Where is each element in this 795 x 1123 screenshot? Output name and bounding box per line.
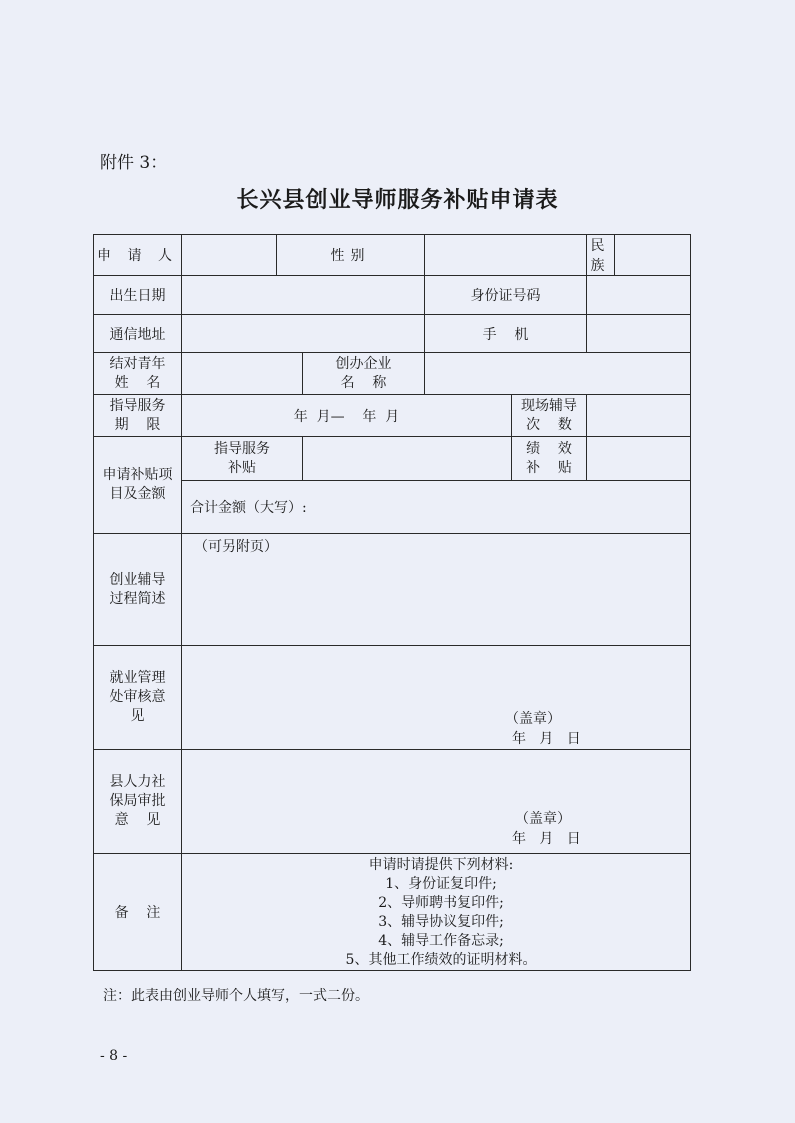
- address-field[interactable]: [182, 315, 425, 353]
- period-field[interactable]: 年 月— 年 月: [182, 395, 512, 437]
- id-number-field[interactable]: [587, 276, 691, 315]
- remarks-label: 备 注: [94, 854, 182, 971]
- visits-field[interactable]: [587, 395, 691, 437]
- service-subsidy-field[interactable]: [303, 437, 512, 481]
- approval-field[interactable]: [182, 750, 691, 854]
- review-label: 就业管理 处审核意 见: [94, 646, 182, 750]
- attachment-label: 附件 3：: [100, 153, 168, 173]
- id-number-label: 身份证号码: [425, 276, 587, 315]
- performance-subsidy-label: 绩 效 补 贴: [512, 437, 587, 481]
- performance-subsidy-field[interactable]: [587, 437, 691, 481]
- ethnicity-label: 民族: [587, 235, 615, 276]
- applicant-field[interactable]: [182, 235, 277, 276]
- subsidy-label: 申请补贴项 目及金额: [94, 437, 182, 534]
- service-subsidy-label: 指导服务 补贴: [182, 437, 303, 481]
- address-label: 通信地址: [94, 315, 182, 353]
- approval-label: 县人力社 保局审批 意 见: [94, 750, 182, 854]
- gender-field[interactable]: [425, 235, 587, 276]
- startup-field[interactable]: [425, 353, 691, 395]
- approval-seal: （盖章）: [515, 811, 571, 827]
- visits-label: 现场辅导 次 数: [512, 395, 587, 437]
- approval-date: 年 月 日: [512, 831, 581, 847]
- period-label: 指导服务 期 限: [94, 395, 182, 437]
- ethnicity-field[interactable]: [615, 235, 691, 276]
- process-field[interactable]: [182, 534, 691, 646]
- footer-note: 注：此表由创业导师个人填写，一式二份。: [103, 988, 369, 1004]
- mobile-field[interactable]: [587, 315, 691, 353]
- paired-youth-field[interactable]: [182, 353, 303, 395]
- review-date: 年 月 日: [512, 731, 581, 747]
- applicant-label: 申 请 人: [94, 235, 182, 276]
- materials-list: 申请时请提供下列材料: 1、身份证复印件; 2、导师聘书复印件; 3、辅导协议复印件; 4、辅导工作备忘录; 5、其他工作绩效的证明材料。: [182, 854, 691, 971]
- review-field[interactable]: [182, 646, 691, 750]
- startup-label: 创办企业 名 称: [303, 353, 425, 395]
- page-number: - 8 -: [100, 1048, 128, 1064]
- process-label: 创业辅导 过程简述: [94, 534, 182, 646]
- application-form: [93, 234, 691, 971]
- review-seal: （盖章）: [505, 711, 561, 727]
- paired-youth-label: 结对青年 姓 名: [94, 353, 182, 395]
- mobile-label: 手 机: [425, 315, 587, 353]
- birth-date-field[interactable]: [182, 276, 425, 315]
- gender-label: 性别: [277, 235, 425, 276]
- page-title: 长兴县创业导师服务补贴申请表: [236, 187, 559, 213]
- extra-pages-note: （可另附页）: [194, 539, 278, 555]
- birth-date-label: 出生日期: [94, 276, 182, 315]
- total-amount-field[interactable]: 合计金额（大写）:: [182, 481, 691, 534]
